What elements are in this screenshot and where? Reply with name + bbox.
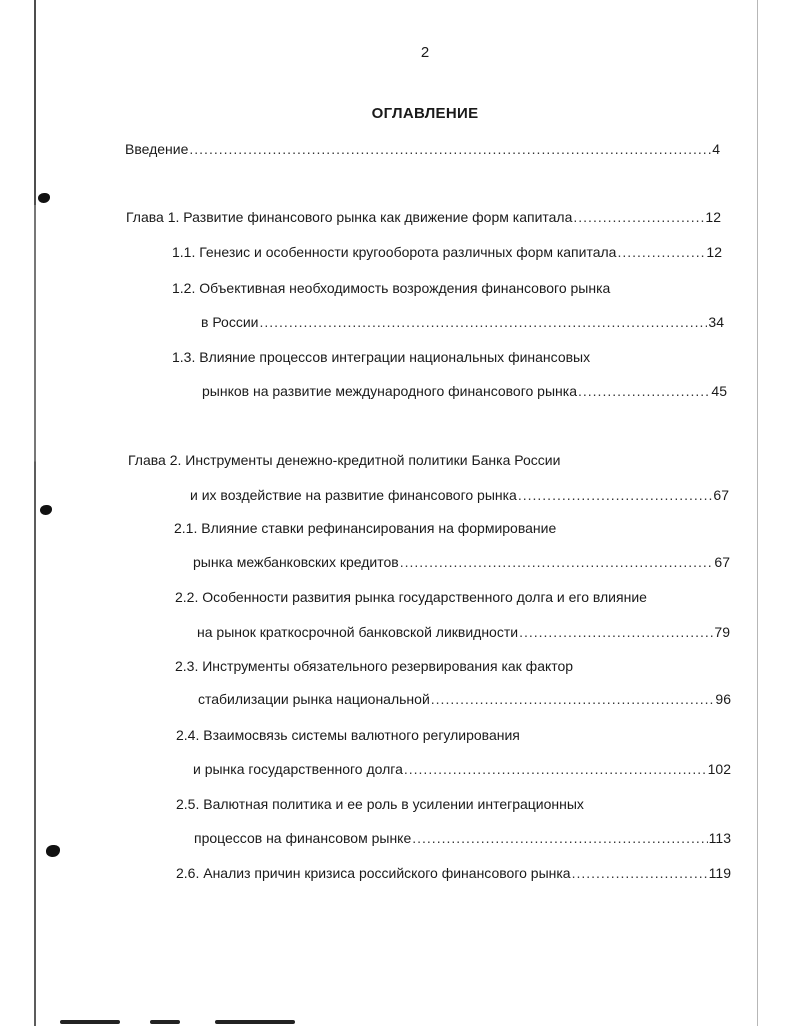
toc-entry-text: 1.3. Влияние процессов интеграции национальных финансовых	[172, 349, 591, 365]
toc-entry-page: 67	[713, 487, 729, 503]
toc-entry	[128, 451, 560, 469]
toc-entry	[176, 864, 731, 882]
toc-entry-page: 12	[706, 244, 722, 260]
toc-entry-page: 67	[714, 554, 730, 570]
scan-edge-bottom	[215, 1020, 295, 1024]
toc-entry	[197, 623, 730, 641]
toc-entry-text: 2.1. Влияние ставки рефинансирования на формирование	[174, 520, 557, 536]
dot-leader	[400, 553, 714, 571]
scan-blot	[40, 505, 52, 515]
toc-entry-page: 119	[708, 865, 731, 881]
toc-entry-page: 79	[714, 624, 730, 640]
toc-entry	[174, 519, 556, 537]
toc-entry	[194, 829, 731, 847]
toc-entry-text: 2.6. Анализ причин кризиса российского финансового рынка	[176, 865, 571, 881]
dot-leader	[578, 382, 710, 400]
toc-entry	[176, 726, 520, 744]
toc-entry-page: 45	[711, 383, 727, 399]
scan-edge-left	[34, 0, 36, 1026]
toc-entry-text: Глава 1. Развитие финансового рынка как движение форм капитала	[126, 209, 573, 225]
dot-leader	[573, 208, 704, 226]
toc-entry	[202, 382, 727, 400]
toc-entry-text: 2.5. Валютная политика и ее роль в усилении интеграционных	[176, 796, 584, 812]
dot-leader	[519, 623, 713, 641]
toc-entry-text: Введение	[125, 141, 189, 157]
dot-leader	[189, 140, 711, 158]
toc-entry	[201, 313, 724, 331]
toc-entry-text: и их воздействие на развитие финансового рынка	[190, 487, 517, 503]
dot-leader	[259, 313, 707, 331]
dot-leader	[412, 829, 707, 847]
toc-entry-text: в России	[201, 314, 259, 330]
toc-entry-text: процессов на финансовом рынке	[194, 830, 412, 846]
page-number: 2	[420, 44, 430, 61]
dot-leader	[431, 690, 715, 708]
dot-leader	[518, 486, 713, 504]
scan-edge-right	[757, 0, 758, 1026]
toc-entry-page: 4	[712, 141, 720, 157]
toc-entry-text: 2.4. Взаимосвязь системы валютного регулирования	[176, 727, 520, 743]
dot-leader	[404, 760, 707, 778]
toc-entry	[190, 486, 729, 504]
toc-entry-text: рынков на развитие международного финансового рынка	[202, 383, 577, 399]
toc-entry	[172, 243, 722, 261]
toc-entry	[125, 140, 720, 158]
toc-entry-text: 2.2. Особенности развития рынка государственного долга и его влияние	[175, 589, 647, 605]
toc-entry-text: 1.1. Генезис и особенности кругооборота различных форм капитала	[172, 244, 617, 260]
scan-blot	[38, 193, 50, 203]
toc-entry	[175, 657, 573, 675]
scan-edge-bottom	[150, 1020, 180, 1024]
toc-entry-text: стабилизации рынка национальной	[198, 691, 430, 707]
toc-entry	[193, 553, 730, 571]
toc-entry-page: 113	[708, 830, 731, 846]
toc-entry-text: 1.2. Объективная необходимость возрождения финансового рынка	[172, 280, 611, 296]
toc-entry	[172, 279, 610, 297]
page-title: ОГЛАВЛЕНИЕ	[371, 105, 479, 122]
toc-entry-text: Глава 2. Инструменты денежно-кредитной политики Банка России	[128, 452, 561, 468]
toc-entry-page: 96	[715, 691, 731, 707]
toc-entry	[172, 348, 590, 366]
toc-entry-page: 12	[705, 209, 721, 225]
toc-entry	[126, 208, 721, 226]
dot-leader	[617, 243, 705, 261]
dot-leader	[572, 864, 708, 882]
toc-entry-text: на рынок краткосрочной банковской ликвидности	[197, 624, 519, 640]
toc-entry-page: 102	[707, 761, 731, 777]
toc-entry-text: рынка межбанковских кредитов	[193, 554, 399, 570]
toc-entry	[176, 795, 584, 813]
toc-entry-text: 2.3. Инструменты обязательного резервирования как фактор	[175, 658, 574, 674]
scan-blot	[46, 845, 60, 857]
toc-entry-text: и рынка государственного долга	[193, 761, 403, 777]
toc-entry	[198, 690, 731, 708]
toc-entry	[175, 588, 647, 606]
toc-entry-page: 34	[708, 314, 724, 330]
toc-entry	[193, 760, 731, 778]
scan-edge-bottom	[60, 1020, 120, 1024]
